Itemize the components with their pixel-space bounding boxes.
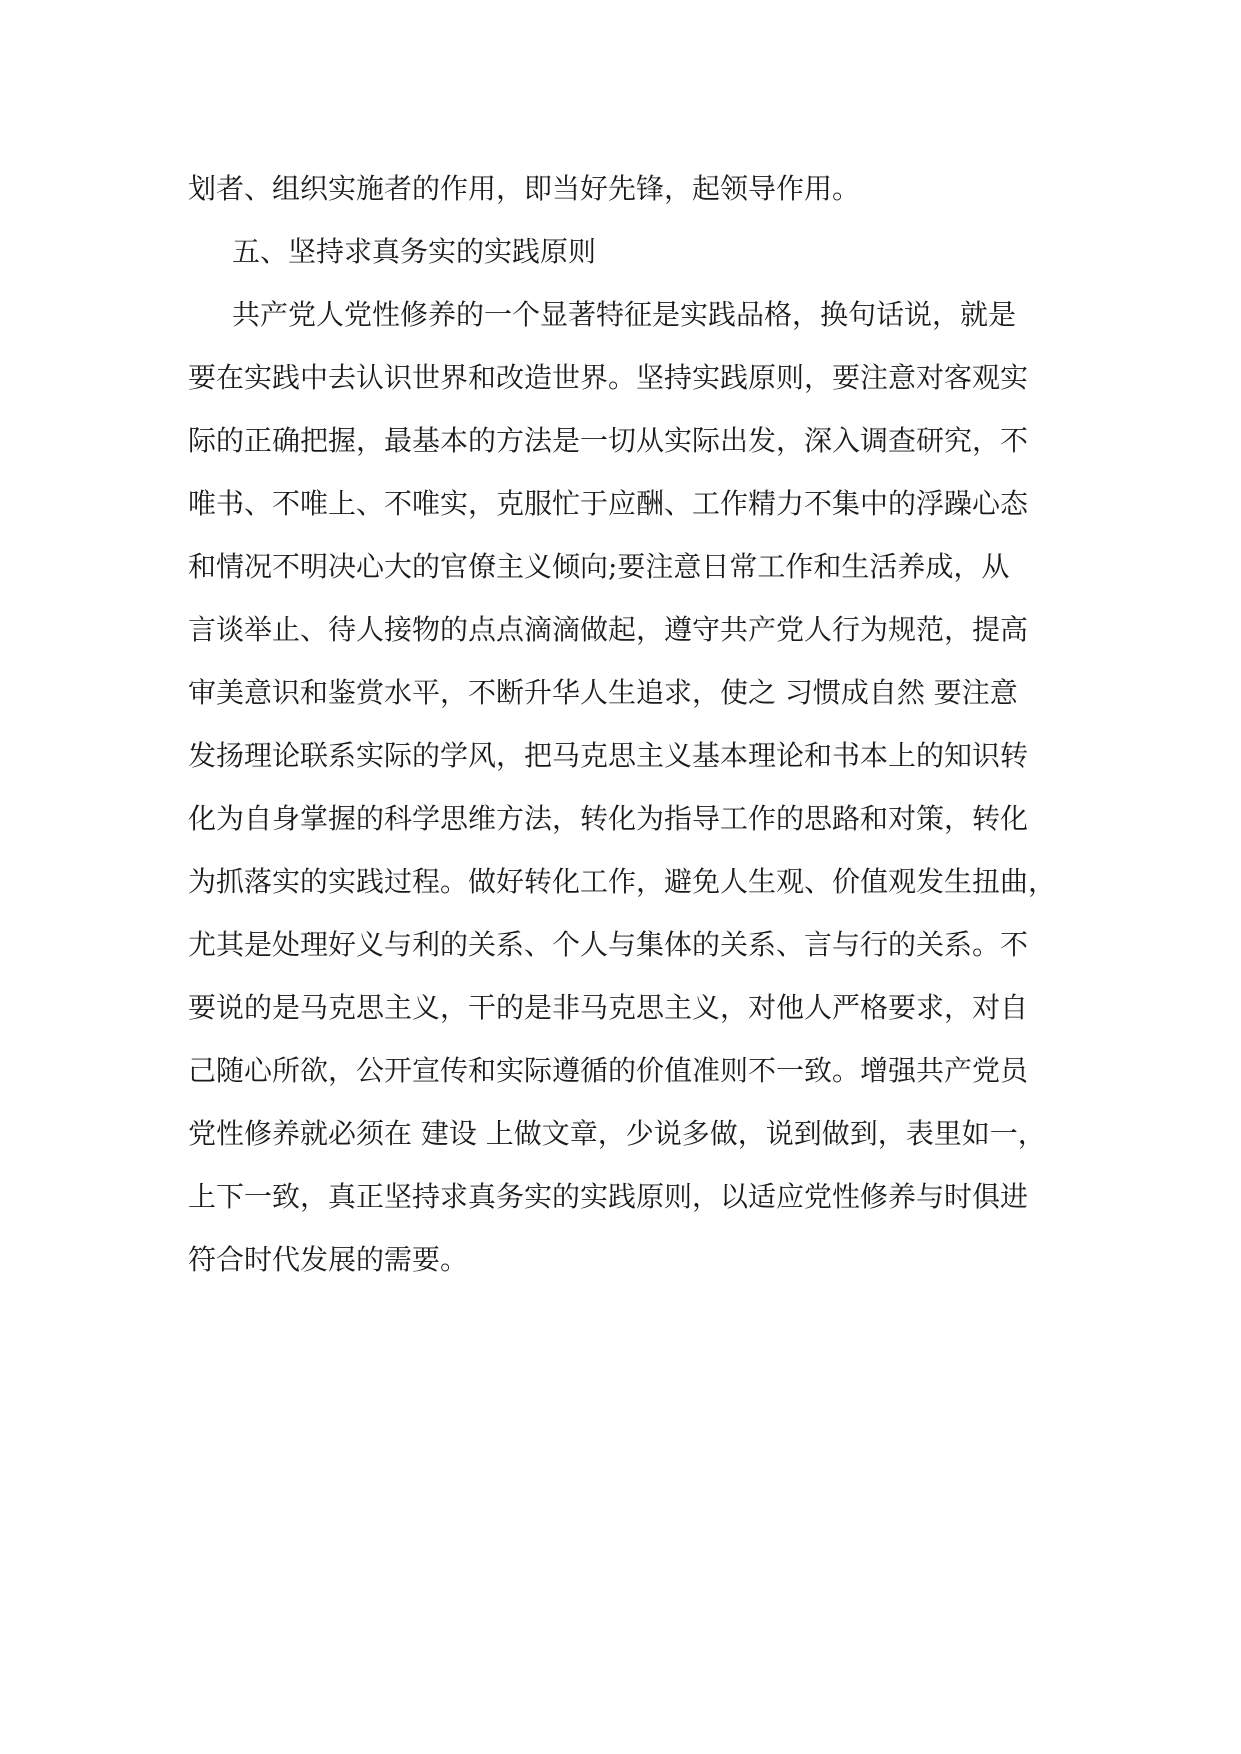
paragraph-line: 共产党人党性修养的一个显著特征是实践品格，换句话说，就是 xyxy=(232,298,1017,331)
paragraph-line: 要在实践中去认识世界和改造世界。坚持实践原则，要注意对客观实 xyxy=(188,361,1029,394)
body-text xyxy=(188,157,1068,1291)
paragraph-line: 符合时代发展的需要。 xyxy=(188,1243,469,1276)
paragraph-line: 际的正确把握，最基本的方法是一切从实际出发，深入调查研究，不 xyxy=(188,424,1029,457)
paragraph-line: 言谈举止、待人接物的点点滴滴做起，遵守共产党人行为规范，提高 xyxy=(188,613,1029,646)
paragraph-line: 党性修养就必须在 建设 上做文章，少说多做，说到做到，表里如一， xyxy=(188,1117,1046,1150)
paragraph-line: 和情况不明决心大的官僚主义倾向;要注意日常工作和生活养成，从 xyxy=(188,550,1010,583)
paragraph-line: 审美意识和鉴赏水平，不断升华人生追求，使之 习惯成自然 要注意 xyxy=(188,676,1018,709)
section-heading: 五、坚持求真务实的实践原则 xyxy=(232,235,597,268)
paragraph-line: 发扬理论联系实际的学风，把马克思主义基本理论和书本上的知识转 xyxy=(188,739,1029,772)
paragraph-line: 尤其是处理好义与利的关系、个人与集体的关系、言与行的关系。不 xyxy=(188,928,1029,961)
paragraph-line: 己随心所欲，公开宣传和实际遵循的价值准则不一致。增强共产党员 xyxy=(188,1054,1029,1087)
paragraph-line: 唯书、不唯上、不唯实，克服忙于应酬、工作精力不集中的浮躁心态 xyxy=(188,487,1029,520)
paragraph-line: 划者、组织实施者的作用，即当好先锋，起领导作用。 xyxy=(188,172,861,205)
paragraph-line: 化为自身掌握的科学思维方法，转化为指导工作的思路和对策，转化 xyxy=(188,802,1029,835)
paragraph-line: 上下一致，真正坚持求真务实的实践原则，以适应党性修养与时俱进 xyxy=(188,1180,1029,1213)
paragraph-line: 要说的是马克思主义，干的是非马克思主义，对他人严格要求，对自 xyxy=(188,991,1029,1024)
paragraph-line: 为抓落实的实践过程。做好转化工作，避免人生观、价值观发生扭曲， xyxy=(188,865,1057,898)
